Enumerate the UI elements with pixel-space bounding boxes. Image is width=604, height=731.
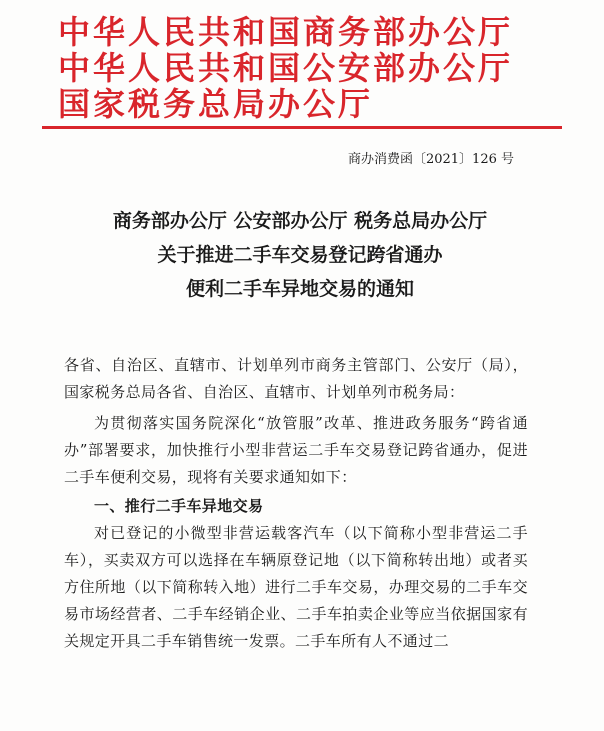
issuing-office-public-security: 中华人民共和国公安部办公厅	[58, 49, 514, 87]
issuing-office-taxation: 国家税务总局办公厅	[58, 85, 374, 123]
title-line-2: 关于推进二手车交易登记跨省通办	[157, 244, 443, 266]
intro-paragraph: 为贯彻落实国务院深化“放管服”改革、推进政务服务“跨省通办”部署要求，加快推行小型非营运二手车交易登记跨省通办，促进二手车便利交易，现将有关要求通知如下：	[64, 414, 528, 486]
title-line-3: 便利二手车异地交易的通知	[185, 278, 414, 300]
title-line-1: 商务部办公厅 公安部办公厅 税务总局办公厅	[112, 210, 488, 232]
issuing-office-commerce: 中华人民共和国商务部办公厅	[58, 13, 514, 51]
notice-body	[64, 352, 528, 655]
document-number: 商办消费函〔2021〕126 号	[347, 152, 514, 167]
addressee-paragraph: 各省、自治区、直辖市、计划单列市商务主管部门、公安厅（局），国家税务总局各省、自治区、直辖市、计划单列市税务局：	[64, 356, 528, 401]
red-header-rule	[42, 126, 562, 129]
section-1-paragraph: 对已登记的小微型非营运载客汽车（以下简称小型非营运二手车），买卖双方可以选择在车辆原登记地（以下简称转出地）或者买方住所地（以下简称转入地）进行二手车交易，办理交易的二手车交易市场经营者、二手车经销企业、二手车拍卖企业等应当依据国家有关规定开具二手车销售统一发票。二手车所有人不通过二	[64, 524, 528, 650]
notice-title	[40, 204, 560, 306]
section-heading-1: 一、推行二手车异地交易	[94, 497, 264, 515]
